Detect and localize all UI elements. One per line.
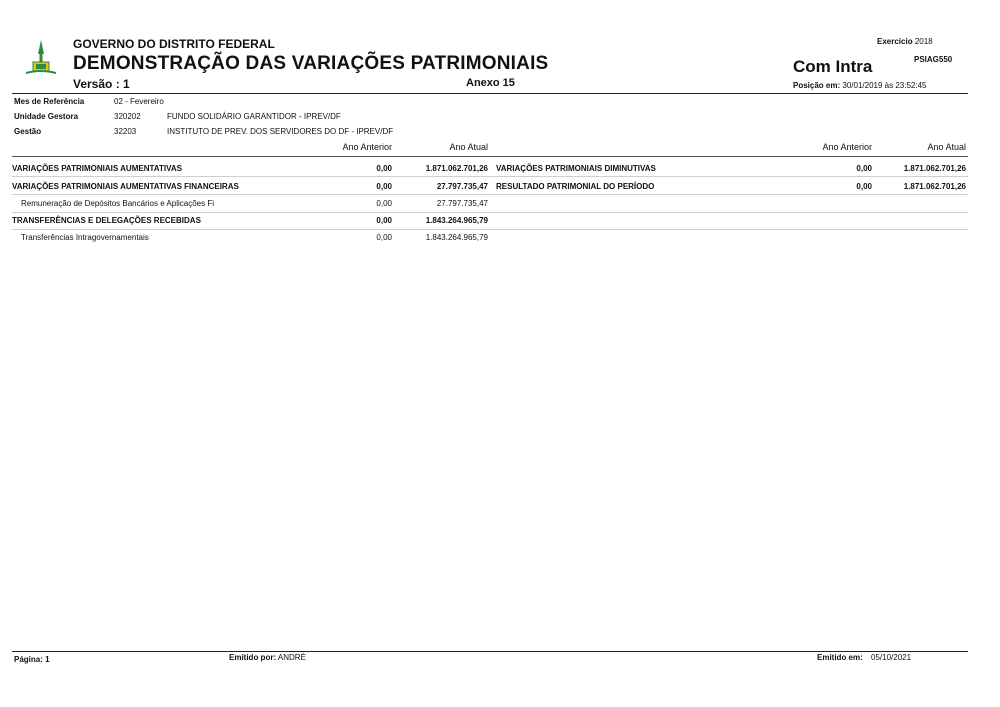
ref-value: 02 - Fevereiro [114,97,164,106]
org-name: GOVERNO DO DISTRITO FEDERAL [73,37,275,51]
col-left-curr: Ano Atual [449,142,488,152]
ug-code: 320202 [114,112,141,121]
table-row-label: Transferências Intragovernamentais [21,233,149,242]
table-row-prev: 0,00 [376,233,392,242]
table-row-label: VARIAÇÕES PATRIMONIAIS AUMENTATIVAS FINANCEIRAS [12,182,239,191]
position-at: às [884,81,894,90]
table-row-prev: 0,00 [856,182,872,191]
table-row-label: VARIAÇÕES PATRIMONIAIS AUMENTATIVAS [12,164,182,173]
gdf-logo-icon [24,38,58,78]
emitted-by-field [229,653,306,662]
header-divider [12,93,968,94]
table-row-label: TRANSFERÊNCIAS E DELEGAÇÕES RECEBIDAS [12,216,201,225]
report-code: PSIAG550 [914,55,953,64]
table-row-curr: 1.871.062.701,26 [425,164,488,173]
columns-divider [12,156,968,157]
page-field [14,655,50,664]
annex-label: Anexo 15 [466,77,515,89]
version-label: Versão : 1 [73,77,130,91]
emitted-by-label: Emitido por: [229,653,277,662]
table-row-curr: 1.871.062.701,26 [903,164,966,173]
table-row-label: Remuneração de Depósitos Bancários e Aplicações Fi [21,199,214,208]
position-time: 23:52:45 [895,81,927,90]
table-row-prev: 0,00 [376,164,392,173]
col-left-prev: Ano Anterior [342,142,392,152]
gestao-label: Gestão [14,127,42,136]
exercise-year: 2018 [914,37,933,46]
page-title: DEMONSTRAÇÃO DAS VARIAÇÕES PATRIMONIAIS [73,53,549,74]
ug-name: FUNDO SOLIDÁRIO GARANTIDOR - IPREV/DF [167,112,341,121]
table-row-curr: 1.843.264.965,79 [425,216,488,225]
table-row-curr: 27.797.735,47 [436,199,488,208]
col-right-curr: Ano Atual [927,142,966,152]
row-divider [12,194,968,195]
row-divider [12,229,968,230]
table-row-prev: 0,00 [856,164,872,173]
table-row-label: VARIAÇÕES PATRIMONIAIS DIMINUTIVAS [496,164,656,173]
table-row-prev: 0,00 [376,199,392,208]
emitted-on-label: Emitido em: [817,653,863,662]
table-row-curr: 1.843.264.965,79 [425,233,488,242]
row-divider [12,176,968,177]
emitted-on-field [817,653,911,662]
table-row-label: RESULTADO PATRIMONIAL DO PERÍODO [496,182,655,191]
gestao-name: INSTITUTO DE PREV. DOS SERVIDORES DO DF - IPREV/DF [167,127,394,136]
page-number: 1 [45,655,50,664]
position-date: 30/01/2019 [842,81,883,90]
ug-label: Unidade Gestora [14,112,79,121]
table-row-prev: 0,00 [376,216,392,225]
table-row-curr: 27.797.735,47 [436,182,488,191]
emitted-on-value: 05/10/2021 [871,653,912,662]
table-row-prev: 0,00 [376,182,392,191]
exercise-label: Exercício [877,37,913,46]
row-divider [12,212,968,213]
exercise-field [877,37,933,46]
emitted-by-value: ANDRÉ [277,653,306,662]
com-intra-label: Com Intra [793,57,873,76]
footer-divider [12,651,968,652]
ref-label: Mes de Referência [14,97,85,106]
col-right-prev: Ano Anterior [822,142,872,152]
position-label: Posição em: [793,81,841,90]
gestao-code: 32203 [114,127,137,136]
table-row-curr: 1.871.062.701,26 [903,182,966,191]
page-label: Página: [14,655,43,664]
position-field [793,81,926,90]
